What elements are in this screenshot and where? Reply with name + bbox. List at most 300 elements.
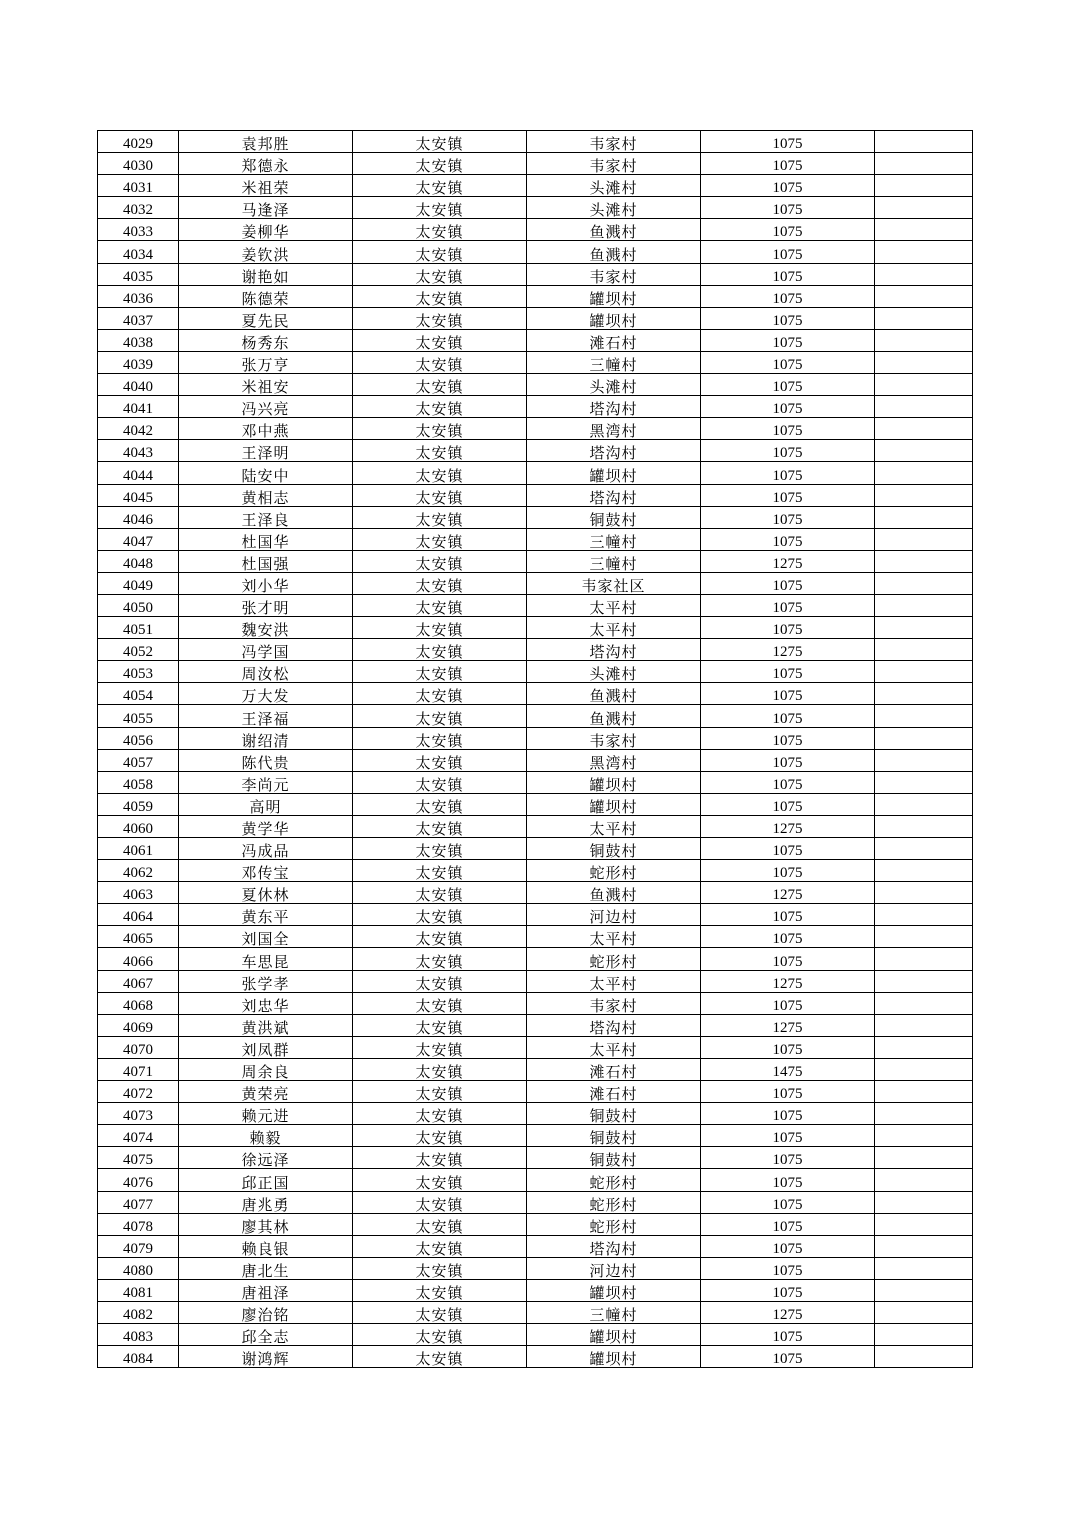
table-row [98, 1191, 973, 1213]
cell-remark [875, 329, 973, 351]
cell-serial-number: 4032 [98, 197, 179, 219]
cell-serial-number: 4052 [98, 639, 179, 661]
cell-township: 太安镇 [353, 948, 527, 970]
cell-township: 太安镇 [353, 815, 527, 837]
cell-village: 蛇形村 [527, 1213, 701, 1235]
cell-village: 铜鼓村 [527, 1103, 701, 1125]
table-row [98, 904, 973, 926]
cell-serial-number: 4045 [98, 484, 179, 506]
cell-township: 太安镇 [353, 926, 527, 948]
cell-serial-number: 4043 [98, 440, 179, 462]
cell-village: 罐坝村 [527, 1279, 701, 1301]
cell-township: 太安镇 [353, 860, 527, 882]
cell-township: 太安镇 [353, 462, 527, 484]
cell-serial-number: 4064 [98, 904, 179, 926]
cell-serial-number: 4078 [98, 1213, 179, 1235]
cell-amount: 1075 [701, 771, 875, 793]
cell-township: 太安镇 [353, 307, 527, 329]
cell-remark [875, 594, 973, 616]
cell-village: 韦家村 [527, 263, 701, 285]
table-row [98, 1346, 973, 1368]
table-row [98, 1279, 973, 1301]
cell-amount: 1075 [701, 860, 875, 882]
table-row [98, 329, 973, 351]
cell-remark [875, 815, 973, 837]
cell-township: 太安镇 [353, 1147, 527, 1169]
cell-person-name: 邱全志 [179, 1324, 353, 1346]
cell-remark [875, 175, 973, 197]
cell-township: 太安镇 [353, 771, 527, 793]
cell-township: 太安镇 [353, 1103, 527, 1125]
cell-person-name: 米祖安 [179, 374, 353, 396]
cell-township: 太安镇 [353, 440, 527, 462]
cell-remark [875, 992, 973, 1014]
cell-remark [875, 661, 973, 683]
cell-amount: 1275 [701, 1014, 875, 1036]
cell-amount: 1075 [701, 683, 875, 705]
cell-serial-number: 4069 [98, 1014, 179, 1036]
cell-village: 鱼溅村 [527, 219, 701, 241]
cell-person-name: 赖毅 [179, 1125, 353, 1147]
table-row [98, 528, 973, 550]
cell-township: 太安镇 [353, 639, 527, 661]
cell-village: 罐坝村 [527, 462, 701, 484]
cell-remark [875, 749, 973, 771]
cell-remark [875, 1014, 973, 1036]
cell-amount: 1075 [701, 484, 875, 506]
cell-remark [875, 683, 973, 705]
cell-remark [875, 1324, 973, 1346]
cell-amount: 1075 [701, 661, 875, 683]
cell-remark [875, 1235, 973, 1257]
cell-village: 鱼溅村 [527, 882, 701, 904]
cell-village: 罐坝村 [527, 1324, 701, 1346]
cell-amount: 1075 [701, 329, 875, 351]
cell-serial-number: 4084 [98, 1346, 179, 1368]
cell-serial-number: 4036 [98, 285, 179, 307]
cell-township: 太安镇 [353, 506, 527, 528]
table-row [98, 683, 973, 705]
cell-remark [875, 617, 973, 639]
table-row [98, 197, 973, 219]
cell-amount: 1275 [701, 970, 875, 992]
cell-serial-number: 4055 [98, 705, 179, 727]
cell-amount: 1075 [701, 285, 875, 307]
table-row [98, 1169, 973, 1191]
cell-person-name: 周汝松 [179, 661, 353, 683]
cell-serial-number: 4033 [98, 219, 179, 241]
cell-serial-number: 4076 [98, 1169, 179, 1191]
cell-serial-number: 4056 [98, 727, 179, 749]
cell-amount: 1075 [701, 396, 875, 418]
cell-township: 太安镇 [353, 617, 527, 639]
cell-remark [875, 705, 973, 727]
cell-person-name: 唐祖泽 [179, 1279, 353, 1301]
cell-village: 三幢村 [527, 351, 701, 373]
cell-township: 太安镇 [353, 219, 527, 241]
roster-table-body [98, 131, 973, 1368]
cell-village: 鱼溅村 [527, 705, 701, 727]
table-row [98, 926, 973, 948]
cell-amount: 1075 [701, 1279, 875, 1301]
cell-remark [875, 307, 973, 329]
cell-remark [875, 771, 973, 793]
cell-amount: 1475 [701, 1058, 875, 1080]
cell-person-name: 黄荣亮 [179, 1081, 353, 1103]
cell-township: 太安镇 [353, 1125, 527, 1147]
table-row [98, 594, 973, 616]
cell-remark [875, 484, 973, 506]
table-row [98, 550, 973, 572]
table-row [98, 860, 973, 882]
cell-village: 头滩村 [527, 661, 701, 683]
cell-person-name: 车思昆 [179, 948, 353, 970]
cell-village: 河边村 [527, 904, 701, 926]
cell-township: 太安镇 [353, 882, 527, 904]
cell-amount: 1075 [701, 1191, 875, 1213]
cell-person-name: 黄洪斌 [179, 1014, 353, 1036]
table-row [98, 131, 973, 153]
cell-amount: 1075 [701, 1213, 875, 1235]
cell-person-name: 杜国强 [179, 550, 353, 572]
cell-remark [875, 639, 973, 661]
cell-township: 太安镇 [353, 749, 527, 771]
cell-amount: 1075 [701, 197, 875, 219]
cell-township: 太安镇 [353, 1191, 527, 1213]
cell-township: 太安镇 [353, 153, 527, 175]
cell-township: 太安镇 [353, 904, 527, 926]
cell-amount: 1075 [701, 1346, 875, 1368]
cell-amount: 1075 [701, 462, 875, 484]
cell-person-name: 谢鸿辉 [179, 1346, 353, 1368]
cell-person-name: 王泽福 [179, 705, 353, 727]
cell-person-name: 姜钦洪 [179, 241, 353, 263]
cell-amount: 1075 [701, 838, 875, 860]
cell-remark [875, 1103, 973, 1125]
cell-village: 铜鼓村 [527, 506, 701, 528]
cell-person-name: 冯兴亮 [179, 396, 353, 418]
cell-village: 鱼溅村 [527, 683, 701, 705]
cell-serial-number: 4060 [98, 815, 179, 837]
cell-amount: 1075 [701, 374, 875, 396]
cell-amount: 1075 [701, 1324, 875, 1346]
table-row [98, 396, 973, 418]
cell-person-name: 王泽良 [179, 506, 353, 528]
table-row [98, 285, 973, 307]
cell-village: 太平村 [527, 594, 701, 616]
cell-remark [875, 1036, 973, 1058]
cell-remark [875, 926, 973, 948]
table-row [98, 1014, 973, 1036]
cell-amount: 1075 [701, 351, 875, 373]
cell-serial-number: 4067 [98, 970, 179, 992]
cell-person-name: 郑德永 [179, 153, 353, 175]
table-row [98, 1058, 973, 1080]
cell-serial-number: 4047 [98, 528, 179, 550]
cell-amount: 1075 [701, 572, 875, 594]
cell-amount: 1275 [701, 1301, 875, 1323]
cell-person-name: 张万亨 [179, 351, 353, 373]
cell-person-name: 陈德荣 [179, 285, 353, 307]
cell-person-name: 刘忠华 [179, 992, 353, 1014]
cell-serial-number: 4049 [98, 572, 179, 594]
cell-person-name: 黄相志 [179, 484, 353, 506]
table-row [98, 749, 973, 771]
cell-person-name: 张才明 [179, 594, 353, 616]
cell-remark [875, 153, 973, 175]
cell-amount: 1075 [701, 904, 875, 926]
cell-village: 铜鼓村 [527, 838, 701, 860]
cell-remark [875, 506, 973, 528]
cell-village: 滩石村 [527, 1058, 701, 1080]
table-row [98, 462, 973, 484]
cell-township: 太安镇 [353, 396, 527, 418]
cell-serial-number: 4041 [98, 396, 179, 418]
cell-person-name: 陈代贵 [179, 749, 353, 771]
cell-serial-number: 4072 [98, 1081, 179, 1103]
cell-person-name: 米祖荣 [179, 175, 353, 197]
cell-serial-number: 4059 [98, 793, 179, 815]
cell-amount: 1075 [701, 131, 875, 153]
cell-person-name: 唐兆勇 [179, 1191, 353, 1213]
cell-township: 太安镇 [353, 793, 527, 815]
cell-village: 韦家村 [527, 727, 701, 749]
cell-amount: 1075 [701, 926, 875, 948]
cell-village: 太平村 [527, 970, 701, 992]
cell-serial-number: 4054 [98, 683, 179, 705]
table-row [98, 948, 973, 970]
table-row [98, 1324, 973, 1346]
cell-serial-number: 4077 [98, 1191, 179, 1213]
document-page [97, 130, 973, 1368]
cell-village: 罐坝村 [527, 285, 701, 307]
cell-person-name: 陆安中 [179, 462, 353, 484]
cell-township: 太安镇 [353, 241, 527, 263]
cell-person-name: 赖良银 [179, 1235, 353, 1257]
cell-township: 太安镇 [353, 550, 527, 572]
cell-remark [875, 351, 973, 373]
table-row [98, 970, 973, 992]
cell-serial-number: 4065 [98, 926, 179, 948]
cell-remark [875, 418, 973, 440]
cell-amount: 1075 [701, 1125, 875, 1147]
cell-person-name: 马逢泽 [179, 197, 353, 219]
cell-village: 韦家社区 [527, 572, 701, 594]
cell-person-name: 黄东平 [179, 904, 353, 926]
table-row [98, 1257, 973, 1279]
cell-remark [875, 1279, 973, 1301]
subsidy-roster-table [97, 130, 973, 1368]
cell-township: 太安镇 [353, 285, 527, 307]
cell-amount: 1075 [701, 1257, 875, 1279]
cell-amount: 1075 [701, 307, 875, 329]
cell-serial-number: 4035 [98, 263, 179, 285]
cell-serial-number: 4044 [98, 462, 179, 484]
cell-amount: 1075 [701, 153, 875, 175]
table-row [98, 1235, 973, 1257]
cell-serial-number: 4050 [98, 594, 179, 616]
cell-remark [875, 396, 973, 418]
table-row [98, 484, 973, 506]
table-row [98, 506, 973, 528]
cell-village: 韦家村 [527, 153, 701, 175]
cell-village: 蛇形村 [527, 1191, 701, 1213]
cell-remark [875, 440, 973, 462]
cell-serial-number: 4053 [98, 661, 179, 683]
cell-village: 滩石村 [527, 1081, 701, 1103]
cell-remark [875, 727, 973, 749]
table-row [98, 705, 973, 727]
table-row [98, 153, 973, 175]
cell-township: 太安镇 [353, 683, 527, 705]
cell-township: 太安镇 [353, 1257, 527, 1279]
cell-amount: 1075 [701, 418, 875, 440]
cell-township: 太安镇 [353, 374, 527, 396]
cell-remark [875, 1125, 973, 1147]
cell-village: 太平村 [527, 1036, 701, 1058]
cell-village: 黑湾村 [527, 418, 701, 440]
table-row [98, 374, 973, 396]
table-row [98, 882, 973, 904]
cell-township: 太安镇 [353, 418, 527, 440]
cell-person-name: 邓传宝 [179, 860, 353, 882]
cell-village: 塔沟村 [527, 639, 701, 661]
cell-village: 韦家村 [527, 992, 701, 1014]
cell-person-name: 李尚元 [179, 771, 353, 793]
cell-township: 太安镇 [353, 263, 527, 285]
cell-remark [875, 219, 973, 241]
cell-township: 太安镇 [353, 727, 527, 749]
cell-village: 罐坝村 [527, 307, 701, 329]
cell-remark [875, 131, 973, 153]
cell-amount: 1075 [701, 617, 875, 639]
cell-person-name: 周余良 [179, 1058, 353, 1080]
cell-township: 太安镇 [353, 329, 527, 351]
table-row [98, 175, 973, 197]
cell-amount: 1075 [701, 241, 875, 263]
cell-township: 太安镇 [353, 838, 527, 860]
cell-person-name: 杜国华 [179, 528, 353, 550]
table-row [98, 1081, 973, 1103]
cell-remark [875, 882, 973, 904]
cell-amount: 1075 [701, 263, 875, 285]
cell-amount: 1075 [701, 749, 875, 771]
table-row [98, 838, 973, 860]
table-row [98, 572, 973, 594]
table-row [98, 263, 973, 285]
cell-remark [875, 860, 973, 882]
cell-remark [875, 462, 973, 484]
cell-remark [875, 1191, 973, 1213]
cell-amount: 1075 [701, 948, 875, 970]
cell-person-name: 谢艳如 [179, 263, 353, 285]
cell-remark [875, 948, 973, 970]
cell-village: 头滩村 [527, 197, 701, 219]
cell-remark [875, 1058, 973, 1080]
cell-serial-number: 4048 [98, 550, 179, 572]
cell-remark [875, 904, 973, 926]
cell-person-name: 邓中燕 [179, 418, 353, 440]
cell-person-name: 徐远泽 [179, 1147, 353, 1169]
cell-remark [875, 550, 973, 572]
cell-serial-number: 4070 [98, 1036, 179, 1058]
cell-serial-number: 4081 [98, 1279, 179, 1301]
cell-remark [875, 970, 973, 992]
table-row [98, 1036, 973, 1058]
cell-township: 太安镇 [353, 1081, 527, 1103]
cell-serial-number: 4051 [98, 617, 179, 639]
cell-village: 韦家村 [527, 131, 701, 153]
cell-serial-number: 4034 [98, 241, 179, 263]
cell-village: 太平村 [527, 617, 701, 639]
cell-amount: 1075 [701, 594, 875, 616]
cell-serial-number: 4075 [98, 1147, 179, 1169]
cell-serial-number: 4037 [98, 307, 179, 329]
table-row [98, 351, 973, 373]
cell-remark [875, 1213, 973, 1235]
cell-township: 太安镇 [353, 175, 527, 197]
cell-serial-number: 4079 [98, 1235, 179, 1257]
cell-amount: 1275 [701, 639, 875, 661]
cell-remark [875, 285, 973, 307]
cell-serial-number: 4062 [98, 860, 179, 882]
cell-village: 罐坝村 [527, 1346, 701, 1368]
cell-amount: 1075 [701, 506, 875, 528]
cell-amount: 1075 [701, 727, 875, 749]
cell-person-name: 刘凤群 [179, 1036, 353, 1058]
table-row [98, 771, 973, 793]
cell-township: 太安镇 [353, 705, 527, 727]
cell-remark [875, 374, 973, 396]
table-row [98, 793, 973, 815]
cell-person-name: 夏休林 [179, 882, 353, 904]
cell-serial-number: 4039 [98, 351, 179, 373]
cell-township: 太安镇 [353, 1213, 527, 1235]
cell-serial-number: 4071 [98, 1058, 179, 1080]
cell-remark [875, 572, 973, 594]
cell-village: 塔沟村 [527, 1235, 701, 1257]
cell-township: 太安镇 [353, 970, 527, 992]
cell-township: 太安镇 [353, 1301, 527, 1323]
cell-village: 铜鼓村 [527, 1125, 701, 1147]
cell-serial-number: 4073 [98, 1103, 179, 1125]
table-row [98, 661, 973, 683]
table-row [98, 241, 973, 263]
cell-remark [875, 1169, 973, 1191]
table-row [98, 639, 973, 661]
cell-village: 塔沟村 [527, 396, 701, 418]
cell-amount: 1075 [701, 793, 875, 815]
cell-serial-number: 4083 [98, 1324, 179, 1346]
cell-person-name: 谢绍清 [179, 727, 353, 749]
cell-township: 太安镇 [353, 661, 527, 683]
table-row [98, 617, 973, 639]
table-row [98, 727, 973, 749]
cell-village: 塔沟村 [527, 484, 701, 506]
cell-person-name: 廖治铭 [179, 1301, 353, 1323]
cell-person-name: 姜柳华 [179, 219, 353, 241]
table-row [98, 219, 973, 241]
table-row [98, 1147, 973, 1169]
cell-township: 太安镇 [353, 197, 527, 219]
cell-person-name: 黄学华 [179, 815, 353, 837]
cell-person-name: 冯成品 [179, 838, 353, 860]
table-row [98, 307, 973, 329]
table-row [98, 1301, 973, 1323]
cell-amount: 1075 [701, 528, 875, 550]
cell-township: 太安镇 [353, 1014, 527, 1036]
cell-township: 太安镇 [353, 1235, 527, 1257]
